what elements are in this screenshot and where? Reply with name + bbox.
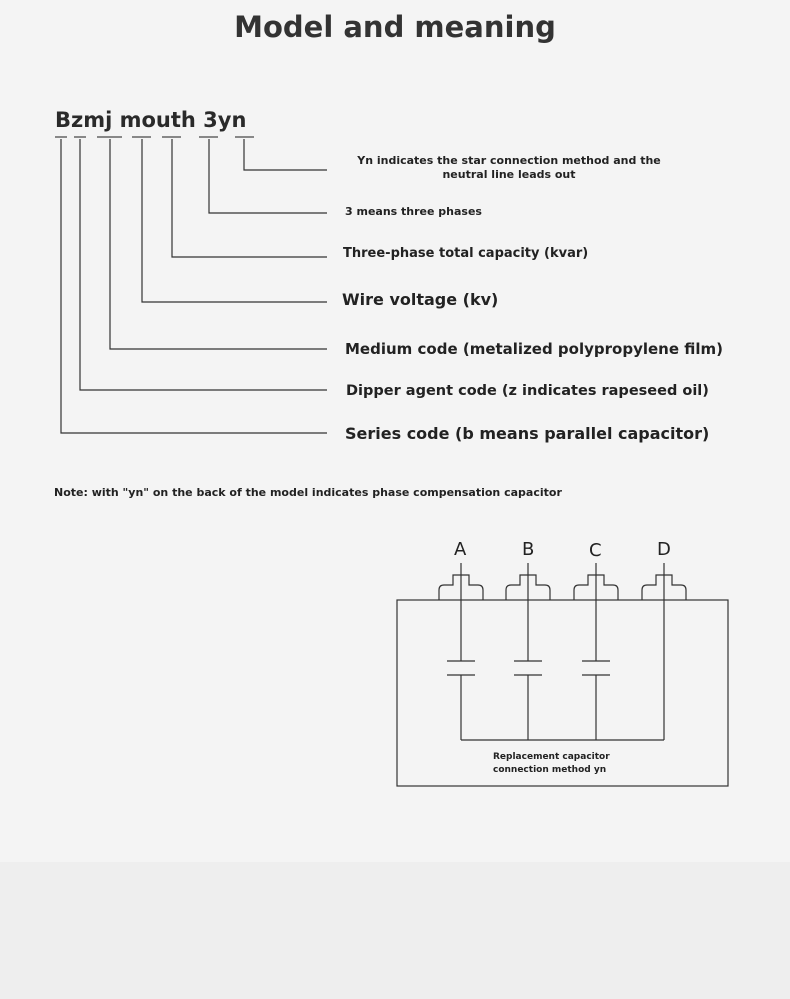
meaning-series: Series code (b means parallel capacitor) bbox=[345, 424, 710, 443]
meaning-dipper: Dipper agent code (z indicates rapeseed oil) bbox=[346, 383, 709, 399]
meaning-phases: 3 means three phases bbox=[345, 205, 482, 218]
meaning-medium: Medium code (metalized polypropylene film) bbox=[345, 340, 723, 358]
model-code: Bzmj mouth 3yn bbox=[55, 108, 247, 132]
meaning-capacity: Three-phase total capacity (kvar) bbox=[343, 246, 589, 261]
terminal-label-a: A bbox=[454, 539, 467, 560]
meaning-voltage: Wire voltage (kv) bbox=[342, 290, 499, 309]
meaning-yn: Yn indicates the star connection method and the neutral line leads out bbox=[357, 154, 661, 181]
note: Note: with "yn" on the back of the model indicates phase compensation capacitor bbox=[54, 486, 562, 499]
circuit-caption: Replacement capacitor connection method yn bbox=[493, 752, 610, 775]
page-title: Model and meaning bbox=[234, 10, 556, 44]
terminal-label-c: C bbox=[589, 540, 602, 561]
terminal-label-b: B bbox=[522, 539, 535, 560]
terminal-label-d: D bbox=[657, 539, 671, 560]
